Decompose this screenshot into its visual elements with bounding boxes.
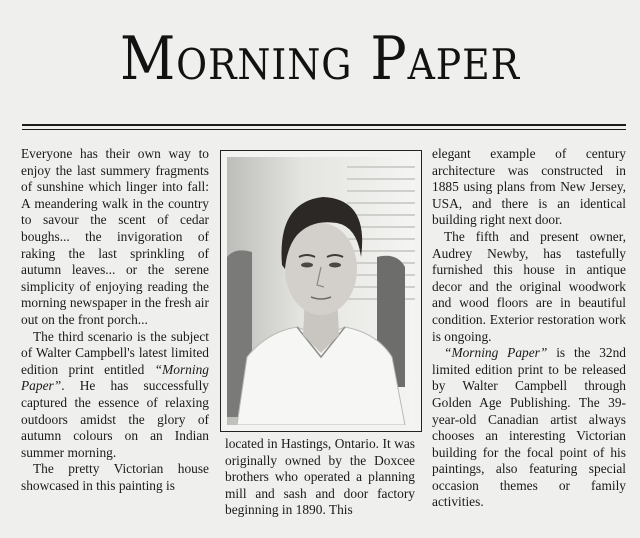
- masthead-rule-thick: [22, 124, 626, 126]
- right-eye: [329, 263, 341, 268]
- column-1-paragraph-3: The pretty Victorian house showcased in this painting is: [21, 461, 209, 493]
- masthead-title: Morning Paper: [119, 24, 520, 94]
- portrait-illustration: [227, 157, 415, 425]
- column-3-paragraph-1: elegant example of century architecture was constructed in 1885 using plans from New Jersey, USA, and there is an identical building right next door.: [432, 146, 626, 228]
- column-1: [21, 146, 209, 494]
- column-3-paragraph-3: [432, 345, 626, 511]
- column-3-paragraph-3-rest: is the 32nd limited edition print to be released by Walter Campbell through Golden Age Publishing. The 39-year-old Canadian artist always chooses an interesting Victorian building for the focal point of his paintings, also featuring special occasion themes or family activities.: [432, 345, 626, 510]
- print-title: “Morning Paper”: [21, 361, 209, 394]
- artist-portrait-photo: [220, 150, 422, 432]
- column-1-paragraph-2: [21, 329, 209, 462]
- column-1-paragraph-1: Everyone has their own way to enjoy the last summery fragments of sunshine which linger into fall: A meandering walk in the country to savour the scent of cedar boughs... the invigoration of raking the last sprinkling of autumn leaves... or the serene simplicity of enjoying reading the morning newspaper in the fresh air out on the front porch...: [21, 146, 209, 327]
- column-3: [432, 146, 626, 511]
- masthead-rule-thin: [22, 129, 626, 130]
- left-eye: [301, 263, 313, 268]
- column-1-paragraph-2-end: . He has successfully captured the essence of relaxing outdoors amidst the glory of autumn colours on an Indian summer morning.: [21, 378, 209, 460]
- column-3-paragraph-2: The fifth and present owner, Audrey Newby, has tastefully furnished this house in antique decor and the original woodwork and wood floors are in beautiful condition. Exterior restoration work is ongoing.: [432, 228, 626, 344]
- column-2: [225, 436, 415, 519]
- column-1-paragraph-2-start: The third scenario is the subject of Walter Campbell's latest limited edition print entitled: [21, 328, 209, 377]
- print-title-2: “Morning Paper”: [444, 345, 548, 361]
- portrait-image: [227, 157, 415, 425]
- column-2-paragraph-1: located in Hastings, Ontario. It was originally owned by the Doxcee brothers who operated a planning mill and sash and door factory beginning in 1890. This: [225, 436, 415, 518]
